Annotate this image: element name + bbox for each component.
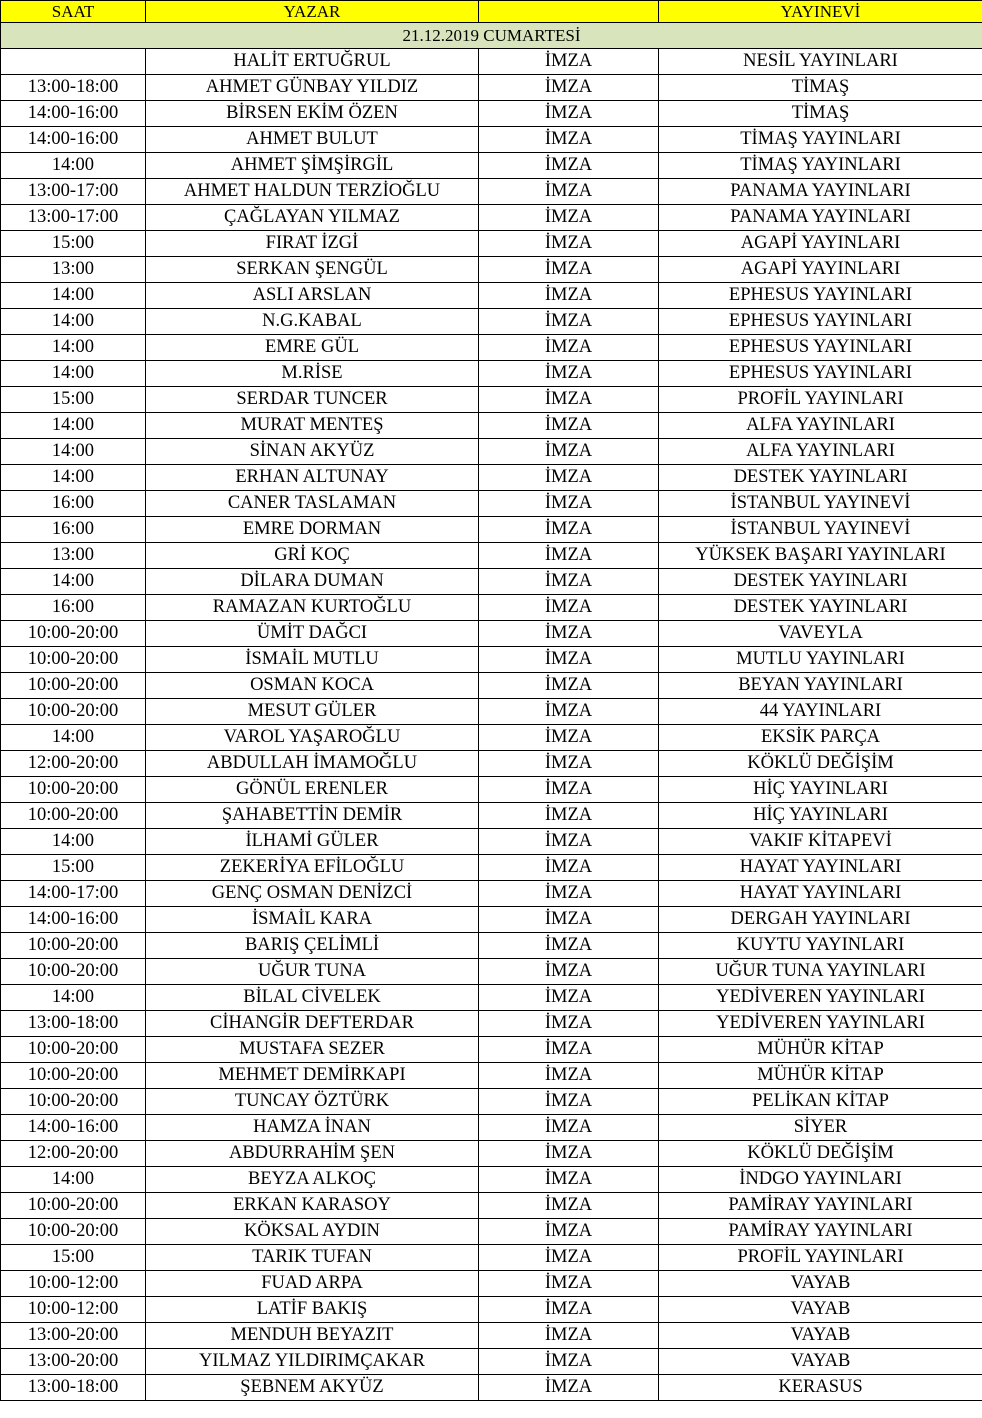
header-saat: SAAT bbox=[1, 1, 146, 23]
table-row bbox=[1, 907, 982, 933]
author-cell: HALİT ERTUĞRUL bbox=[146, 49, 479, 75]
table-row bbox=[1, 959, 982, 985]
event-type-cell: İMZA bbox=[479, 1349, 659, 1375]
author-cell: FIRAT İZGİ bbox=[146, 231, 479, 257]
event-type-cell: İMZA bbox=[479, 127, 659, 153]
publisher-cell: KÖKLÜ DEĞİŞİM bbox=[659, 751, 982, 777]
table-row bbox=[1, 257, 982, 283]
time-cell: 10:00-20:00 bbox=[1, 803, 146, 829]
author-cell: TARIK TUFAN bbox=[146, 1245, 479, 1271]
publisher-cell: SİYER bbox=[659, 1115, 982, 1141]
publisher-cell: İSTANBUL YAYINEVİ bbox=[659, 517, 982, 543]
event-type-cell: İMZA bbox=[479, 751, 659, 777]
time-cell: 12:00-20:00 bbox=[1, 751, 146, 777]
publisher-cell: PANAMA YAYINLARI bbox=[659, 205, 982, 231]
publisher-cell: KUYTU YAYINLARI bbox=[659, 933, 982, 959]
event-type-cell: İMZA bbox=[479, 829, 659, 855]
time-cell: 10:00-12:00 bbox=[1, 1297, 146, 1323]
time-cell: 13:00 bbox=[1, 257, 146, 283]
time-cell: 13:00-20:00 bbox=[1, 1349, 146, 1375]
publisher-cell: DESTEK YAYINLARI bbox=[659, 569, 982, 595]
publisher-cell: İNDGO YAYINLARI bbox=[659, 1167, 982, 1193]
header-yazar: YAZAR bbox=[146, 1, 479, 23]
table-row bbox=[1, 933, 982, 959]
time-cell: 13:00-17:00 bbox=[1, 179, 146, 205]
event-type-cell: İMZA bbox=[479, 1323, 659, 1349]
event-type-cell: İMZA bbox=[479, 933, 659, 959]
author-cell: AHMET HALDUN TERZİOĞLU bbox=[146, 179, 479, 205]
table-row bbox=[1, 829, 982, 855]
author-cell: N.G.KABAL bbox=[146, 309, 479, 335]
publisher-cell: PROFİL YAYINLARI bbox=[659, 1245, 982, 1271]
table-row bbox=[1, 1245, 982, 1271]
table-row bbox=[1, 75, 982, 101]
publisher-cell: VAYAB bbox=[659, 1271, 982, 1297]
author-cell: GÖNÜL ERENLER bbox=[146, 777, 479, 803]
author-cell: FUAD ARPA bbox=[146, 1271, 479, 1297]
event-type-cell: İMZA bbox=[479, 465, 659, 491]
table-row bbox=[1, 101, 982, 127]
table-row bbox=[1, 985, 982, 1011]
table-row bbox=[1, 647, 982, 673]
author-cell: MEHMET DEMİRKAPI bbox=[146, 1063, 479, 1089]
time-cell: 14:00 bbox=[1, 439, 146, 465]
time-cell: 14:00-16:00 bbox=[1, 101, 146, 127]
publisher-cell: EKSİK PARÇA bbox=[659, 725, 982, 751]
header-tur bbox=[479, 1, 659, 23]
event-type-cell: İMZA bbox=[479, 1141, 659, 1167]
publisher-cell: UĞUR TUNA YAYINLARI bbox=[659, 959, 982, 985]
event-type-cell: İMZA bbox=[479, 647, 659, 673]
author-cell: BARIŞ ÇELİMLİ bbox=[146, 933, 479, 959]
event-type-cell: İMZA bbox=[479, 1375, 659, 1401]
publisher-cell: MÜHÜR KİTAP bbox=[659, 1063, 982, 1089]
author-cell: RAMAZAN KURTOĞLU bbox=[146, 595, 479, 621]
author-cell: BEYZA ALKOÇ bbox=[146, 1167, 479, 1193]
table-row bbox=[1, 725, 982, 751]
table-row bbox=[1, 1193, 982, 1219]
time-cell: 15:00 bbox=[1, 1245, 146, 1271]
author-cell: AHMET BULUT bbox=[146, 127, 479, 153]
time-cell: 10:00-20:00 bbox=[1, 1193, 146, 1219]
event-type-cell: İMZA bbox=[479, 907, 659, 933]
author-cell: UĞUR TUNA bbox=[146, 959, 479, 985]
publisher-cell: PAMİRAY YAYINLARI bbox=[659, 1219, 982, 1245]
table-row bbox=[1, 673, 982, 699]
table-row bbox=[1, 231, 982, 257]
publisher-cell: 44 YAYINLARI bbox=[659, 699, 982, 725]
publisher-cell: HAYAT YAYINLARI bbox=[659, 855, 982, 881]
publisher-cell: EPHESUS YAYINLARI bbox=[659, 309, 982, 335]
event-type-cell: İMZA bbox=[479, 1089, 659, 1115]
time-cell: 14:00 bbox=[1, 361, 146, 387]
author-cell: GRİ KOÇ bbox=[146, 543, 479, 569]
time-cell: 10:00-20:00 bbox=[1, 1037, 146, 1063]
event-type-cell: İMZA bbox=[479, 439, 659, 465]
table-row bbox=[1, 1219, 982, 1245]
publisher-cell: YEDİVEREN YAYINLARI bbox=[659, 1011, 982, 1037]
publisher-cell: NESİL YAYINLARI bbox=[659, 49, 982, 75]
publisher-cell: HAYAT YAYINLARI bbox=[659, 881, 982, 907]
author-cell: İSMAİL KARA bbox=[146, 907, 479, 933]
event-type-cell: İMZA bbox=[479, 231, 659, 257]
table-row bbox=[1, 1375, 982, 1401]
time-cell: 12:00-20:00 bbox=[1, 1141, 146, 1167]
time-cell: 15:00 bbox=[1, 855, 146, 881]
publisher-cell: VAYAB bbox=[659, 1323, 982, 1349]
author-cell: KÖKSAL AYDIN bbox=[146, 1219, 479, 1245]
event-type-cell: İMZA bbox=[479, 621, 659, 647]
time-cell: 14:00-16:00 bbox=[1, 127, 146, 153]
publisher-cell: VAYAB bbox=[659, 1349, 982, 1375]
time-cell: 16:00 bbox=[1, 491, 146, 517]
event-type-cell: İMZA bbox=[479, 49, 659, 75]
table-row bbox=[1, 465, 982, 491]
time-cell: 13:00 bbox=[1, 543, 146, 569]
event-type-cell: İMZA bbox=[479, 517, 659, 543]
table-row bbox=[1, 309, 982, 335]
date-row bbox=[1, 23, 982, 49]
table-row bbox=[1, 1323, 982, 1349]
event-type-cell: İMZA bbox=[479, 413, 659, 439]
time-cell: 13:00-17:00 bbox=[1, 205, 146, 231]
table-row bbox=[1, 1063, 982, 1089]
publisher-cell: ALFA YAYINLARI bbox=[659, 413, 982, 439]
author-cell: BİRSEN EKİM ÖZEN bbox=[146, 101, 479, 127]
publisher-cell: İSTANBUL YAYINEVİ bbox=[659, 491, 982, 517]
author-cell: SERDAR TUNCER bbox=[146, 387, 479, 413]
table-row bbox=[1, 543, 982, 569]
event-type-cell: İMZA bbox=[479, 335, 659, 361]
publisher-cell: EPHESUS YAYINLARI bbox=[659, 283, 982, 309]
event-type-cell: İMZA bbox=[479, 1245, 659, 1271]
author-cell: ZEKERİYA EFİLOĞLU bbox=[146, 855, 479, 881]
author-cell: DİLARA DUMAN bbox=[146, 569, 479, 595]
event-type-cell: İMZA bbox=[479, 205, 659, 231]
event-type-cell: İMZA bbox=[479, 361, 659, 387]
table-row bbox=[1, 439, 982, 465]
event-type-cell: İMZA bbox=[479, 855, 659, 881]
event-type-cell: İMZA bbox=[479, 309, 659, 335]
author-cell: İSMAİL MUTLU bbox=[146, 647, 479, 673]
time-cell: 10:00-20:00 bbox=[1, 777, 146, 803]
table-row bbox=[1, 179, 982, 205]
table-row bbox=[1, 803, 982, 829]
author-cell: CİHANGİR DEFTERDAR bbox=[146, 1011, 479, 1037]
event-type-cell: İMZA bbox=[479, 673, 659, 699]
author-cell: M.RİSE bbox=[146, 361, 479, 387]
table-row bbox=[1, 1141, 982, 1167]
author-cell: ÜMİT DAĞCI bbox=[146, 621, 479, 647]
author-cell: ERKAN KARASOY bbox=[146, 1193, 479, 1219]
table-row bbox=[1, 855, 982, 881]
header-row bbox=[1, 1, 982, 23]
author-cell: TUNCAY ÖZTÜRK bbox=[146, 1089, 479, 1115]
event-type-cell: İMZA bbox=[479, 543, 659, 569]
event-type-cell: İMZA bbox=[479, 179, 659, 205]
publisher-cell: DESTEK YAYINLARI bbox=[659, 465, 982, 491]
table-row bbox=[1, 1349, 982, 1375]
author-cell: AHMET ŞİMŞİRGİL bbox=[146, 153, 479, 179]
table-row bbox=[1, 881, 982, 907]
table-row bbox=[1, 1011, 982, 1037]
time-cell: 14:00 bbox=[1, 829, 146, 855]
time-cell: 14:00 bbox=[1, 465, 146, 491]
author-cell: ASLI ARSLAN bbox=[146, 283, 479, 309]
time-cell: 13:00-18:00 bbox=[1, 1011, 146, 1037]
publisher-cell: PANAMA YAYINLARI bbox=[659, 179, 982, 205]
publisher-cell: HİÇ YAYINLARI bbox=[659, 803, 982, 829]
table-row bbox=[1, 49, 982, 75]
event-type-cell: İMZA bbox=[479, 803, 659, 829]
event-type-cell: İMZA bbox=[479, 777, 659, 803]
time-cell: 10:00-20:00 bbox=[1, 1063, 146, 1089]
table-row bbox=[1, 595, 982, 621]
author-cell: ÇAĞLAYAN YILMAZ bbox=[146, 205, 479, 231]
publisher-cell: ALFA YAYINLARI bbox=[659, 439, 982, 465]
time-cell: 10:00-20:00 bbox=[1, 673, 146, 699]
time-cell: 13:00-20:00 bbox=[1, 1323, 146, 1349]
table-row bbox=[1, 777, 982, 803]
table-row bbox=[1, 1271, 982, 1297]
time-cell: 10:00-20:00 bbox=[1, 933, 146, 959]
time-cell: 14:00-16:00 bbox=[1, 1115, 146, 1141]
publisher-cell: YÜKSEK BAŞARI YAYINLARI bbox=[659, 543, 982, 569]
author-cell: EMRE DORMAN bbox=[146, 517, 479, 543]
time-cell: 16:00 bbox=[1, 517, 146, 543]
time-cell: 14:00 bbox=[1, 283, 146, 309]
publisher-cell: HİÇ YAYINLARI bbox=[659, 777, 982, 803]
time-cell: 10:00-20:00 bbox=[1, 647, 146, 673]
date-label: 21.12.2019 CUMARTESİ bbox=[1, 23, 982, 49]
author-cell: SERKAN ŞENGÜL bbox=[146, 257, 479, 283]
author-cell: CANER TASLAMAN bbox=[146, 491, 479, 517]
author-cell: ABDURRAHİM ŞEN bbox=[146, 1141, 479, 1167]
time-cell: 16:00 bbox=[1, 595, 146, 621]
author-cell: AHMET GÜNBAY YILDIZ bbox=[146, 75, 479, 101]
publisher-cell: AGAPİ YAYINLARI bbox=[659, 257, 982, 283]
event-type-cell: İMZA bbox=[479, 1193, 659, 1219]
time-cell: 13:00-18:00 bbox=[1, 1375, 146, 1401]
publisher-cell: DESTEK YAYINLARI bbox=[659, 595, 982, 621]
event-type-cell: İMZA bbox=[479, 1115, 659, 1141]
table-body bbox=[1, 1, 982, 1401]
event-type-cell: İMZA bbox=[479, 1219, 659, 1245]
author-cell: MURAT MENTEŞ bbox=[146, 413, 479, 439]
author-cell: İLHAMİ GÜLER bbox=[146, 829, 479, 855]
author-cell: EMRE GÜL bbox=[146, 335, 479, 361]
publisher-cell: TİMAŞ bbox=[659, 75, 982, 101]
table-row bbox=[1, 153, 982, 179]
author-cell: ŞAHABETTİN DEMİR bbox=[146, 803, 479, 829]
table-row bbox=[1, 1037, 982, 1063]
event-type-cell: İMZA bbox=[479, 257, 659, 283]
table-row bbox=[1, 387, 982, 413]
header-yayinevi: YAYINEVİ bbox=[659, 1, 982, 23]
event-type-cell: İMZA bbox=[479, 283, 659, 309]
time-cell bbox=[1, 49, 146, 75]
event-type-cell: İMZA bbox=[479, 1037, 659, 1063]
table-row bbox=[1, 361, 982, 387]
time-cell: 10:00-12:00 bbox=[1, 1271, 146, 1297]
author-cell: MUSTAFA SEZER bbox=[146, 1037, 479, 1063]
publisher-cell: KÖKLÜ DEĞİŞİM bbox=[659, 1141, 982, 1167]
time-cell: 13:00-18:00 bbox=[1, 75, 146, 101]
table-row bbox=[1, 127, 982, 153]
time-cell: 15:00 bbox=[1, 231, 146, 257]
table-row bbox=[1, 569, 982, 595]
author-cell: OSMAN KOCA bbox=[146, 673, 479, 699]
event-type-cell: İMZA bbox=[479, 1271, 659, 1297]
table-row bbox=[1, 699, 982, 725]
publisher-cell: PROFİL YAYINLARI bbox=[659, 387, 982, 413]
author-cell: ŞEBNEM AKYÜZ bbox=[146, 1375, 479, 1401]
publisher-cell: MUTLU YAYINLARI bbox=[659, 647, 982, 673]
event-type-cell: İMZA bbox=[479, 569, 659, 595]
time-cell: 14:00-16:00 bbox=[1, 907, 146, 933]
time-cell: 14:00 bbox=[1, 153, 146, 179]
event-type-cell: İMZA bbox=[479, 387, 659, 413]
author-cell: MENDUH BEYAZIT bbox=[146, 1323, 479, 1349]
time-cell: 14:00 bbox=[1, 335, 146, 361]
author-cell: LATİF BAKIŞ bbox=[146, 1297, 479, 1323]
table-row bbox=[1, 335, 982, 361]
publisher-cell: TİMAŞ YAYINLARI bbox=[659, 153, 982, 179]
event-type-cell: İMZA bbox=[479, 491, 659, 517]
publisher-cell: TİMAŞ bbox=[659, 101, 982, 127]
publisher-cell: KERASUS bbox=[659, 1375, 982, 1401]
publisher-cell: MÜHÜR KİTAP bbox=[659, 1037, 982, 1063]
author-cell: ERHAN ALTUNAY bbox=[146, 465, 479, 491]
table-row bbox=[1, 621, 982, 647]
table-row bbox=[1, 205, 982, 231]
event-type-cell: İMZA bbox=[479, 153, 659, 179]
time-cell: 14:00 bbox=[1, 1167, 146, 1193]
event-type-cell: İMZA bbox=[479, 959, 659, 985]
event-type-cell: İMZA bbox=[479, 985, 659, 1011]
publisher-cell: VAKIF KİTAPEVİ bbox=[659, 829, 982, 855]
event-type-cell: İMZA bbox=[479, 101, 659, 127]
author-cell: MESUT GÜLER bbox=[146, 699, 479, 725]
publisher-cell: PAMİRAY YAYINLARI bbox=[659, 1193, 982, 1219]
event-type-cell: İMZA bbox=[479, 595, 659, 621]
time-cell: 14:00-17:00 bbox=[1, 881, 146, 907]
author-cell: BİLAL CİVELEK bbox=[146, 985, 479, 1011]
author-cell: YILMAZ YILDIRIMÇAKAR bbox=[146, 1349, 479, 1375]
publisher-cell: AGAPİ YAYINLARI bbox=[659, 231, 982, 257]
table-row bbox=[1, 283, 982, 309]
event-type-cell: İMZA bbox=[479, 75, 659, 101]
publisher-cell: DERGAH YAYINLARI bbox=[659, 907, 982, 933]
event-type-cell: İMZA bbox=[479, 881, 659, 907]
publisher-cell: TİMAŞ YAYINLARI bbox=[659, 127, 982, 153]
publisher-cell: BEYAN YAYINLARI bbox=[659, 673, 982, 699]
table-row bbox=[1, 751, 982, 777]
publisher-cell: VAVEYLA bbox=[659, 621, 982, 647]
publisher-cell: PELİKAN KİTAP bbox=[659, 1089, 982, 1115]
author-cell: GENÇ OSMAN DENİZCİ bbox=[146, 881, 479, 907]
table-row bbox=[1, 491, 982, 517]
author-cell: HAMZA İNAN bbox=[146, 1115, 479, 1141]
event-type-cell: İMZA bbox=[479, 1297, 659, 1323]
time-cell: 10:00-20:00 bbox=[1, 959, 146, 985]
table-row bbox=[1, 1167, 982, 1193]
table-row bbox=[1, 1297, 982, 1323]
table-row bbox=[1, 1089, 982, 1115]
table-row bbox=[1, 1115, 982, 1141]
author-cell: SİNAN AKYÜZ bbox=[146, 439, 479, 465]
publisher-cell: EPHESUS YAYINLARI bbox=[659, 335, 982, 361]
time-cell: 14:00 bbox=[1, 985, 146, 1011]
event-type-cell: İMZA bbox=[479, 1011, 659, 1037]
table-row bbox=[1, 413, 982, 439]
event-type-cell: İMZA bbox=[479, 1167, 659, 1193]
author-cell: VAROL YAŞAROĞLU bbox=[146, 725, 479, 751]
time-cell: 10:00-20:00 bbox=[1, 699, 146, 725]
time-cell: 14:00 bbox=[1, 725, 146, 751]
table-row bbox=[1, 517, 982, 543]
time-cell: 10:00-20:00 bbox=[1, 1219, 146, 1245]
publisher-cell: YEDİVEREN YAYINLARI bbox=[659, 985, 982, 1011]
time-cell: 14:00 bbox=[1, 413, 146, 439]
event-type-cell: İMZA bbox=[479, 725, 659, 751]
event-type-cell: İMZA bbox=[479, 1063, 659, 1089]
time-cell: 10:00-20:00 bbox=[1, 1089, 146, 1115]
time-cell: 14:00 bbox=[1, 309, 146, 335]
author-cell: ABDULLAH İMAMOĞLU bbox=[146, 751, 479, 777]
time-cell: 10:00-20:00 bbox=[1, 621, 146, 647]
time-cell: 15:00 bbox=[1, 387, 146, 413]
publisher-cell: VAYAB bbox=[659, 1297, 982, 1323]
publisher-cell: EPHESUS YAYINLARI bbox=[659, 361, 982, 387]
time-cell: 14:00 bbox=[1, 569, 146, 595]
event-type-cell: İMZA bbox=[479, 699, 659, 725]
